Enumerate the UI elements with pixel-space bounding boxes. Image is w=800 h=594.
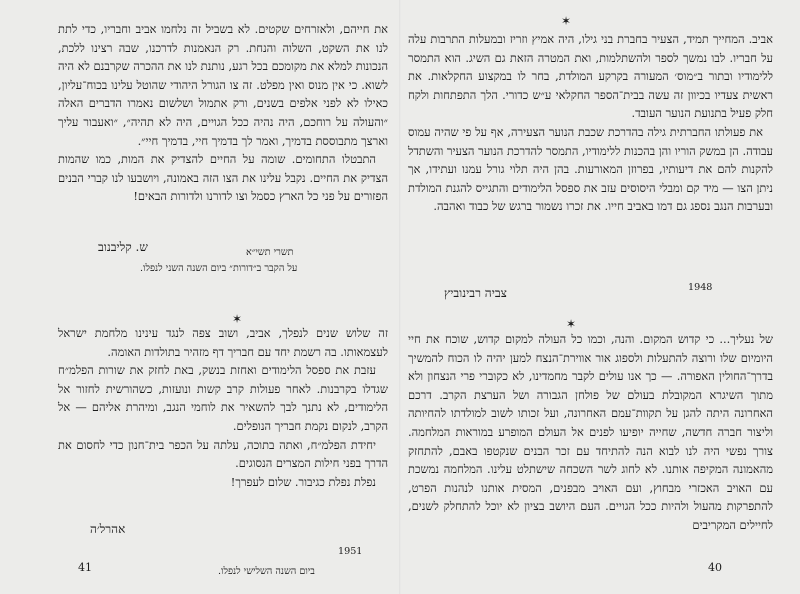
page-fold bbox=[399, 0, 401, 594]
paragraph: נפלת נפלת כגיבור. שלום לעפרך! bbox=[230, 474, 376, 489]
star-icon: ✶ bbox=[566, 317, 577, 331]
star-icon: ✶ bbox=[232, 312, 243, 326]
article-bottom-right bbox=[408, 330, 773, 535]
star-icon: ✶ bbox=[561, 14, 572, 28]
year: 1948 bbox=[688, 282, 713, 293]
paragraph: זה שלוש שנים לנפלך, אביב, ושוב צפה לנגד עינינו מלחמת ישראל לעצמאותו. בה רשמת יחד עם חבריך דף מזהיר בתולדות האומה. bbox=[58, 326, 388, 359]
paragraph: עזבת את ספסל הלימודים ואחזת בנשק, באת לחזק את שורות הפלמ״ח שגדלו בקרבנות. לאחר פעולות קרב קשות ונועזות, כשהורשית לחזור אל הלימודים, לא נתנך לבך להשאיר את לוחמי הנגב, ומיהרת אליהם — אל הקרב, לנקום נקמת חבריך הנופלים. bbox=[58, 363, 388, 433]
paragraph: את פעולתו החברתית גילה בהדרכת שכבת הנוער הצעירה, אף על פי שהיה עמוס עבודה. הן במשק הוריו והן בהכנות ללימודיו, התמסר להדרכת הנוער הצעיר והשתדל להקנות להם את דיעותיו, בפרוזן המאורעות. בהן היה תלוי גורל עמנו ועתידו, אך ניתן הצו — מיד קם ומבלי היסוסים עזב את ספסל הלימודים והתגייס להגנת המולדת ובערבות הנגב נספג גם דמו באביב חייו. את זכרו נשמור ברגש של כבוד ואהבה. bbox=[408, 124, 773, 214]
page-number-left: 41 bbox=[78, 561, 92, 574]
paragraph: את חייהם, ולאזרחים שקטים. לא בשביל זה נלחמו אביב וחבריו, כדי לתת לנו את השקט, השלוה והנחת. רק הנאמנות לדרכנו, שבה רצינו ללכת, הנכונות למלא את מקומכם בכל רגע, נותנת לנו את ההכרה שקרבנם לא היה לשוא. כי אין מנוס ואין מפלט. זה צו הגורל היהודי שהוטל עלינו בכוח־עליון, כאילו לא לפני אלפים בשנים, ורק אתמול ושלשום נאמרו הדברים האלה ״והעולה על רוחכם, היה נהיה ככל הגויים, היה לא תהיה״, ״ואעבור עליך וארצך מתבוססת בדמיך, ואמר לך בדמיך חיי, בדמיך חיי״. bbox=[58, 22, 388, 148]
signature: צביה רבינוביץ bbox=[444, 286, 507, 300]
memorial-note: ביום השנה השלישי לנפלו. bbox=[218, 566, 315, 577]
article-bottom-left bbox=[58, 324, 388, 491]
signature: אהרל׳ה bbox=[90, 522, 126, 536]
article-top-right bbox=[408, 30, 773, 216]
date: תשרי תשי״א bbox=[246, 247, 294, 258]
paragraph: של נעליך... כי קדוש המקום. והנה, וכמו כל העולה למקום קדוש, שוכח את חיי היומיום שלו ורוצה להתעלות ולספוג אור אווירת־הנצח למען יהיה לו הכוח להמשיך בדרך־החולין האפורה. — כך אנו עולים לקבר מחמדינו, לא כקוברי פרי הנצחון ולא מתוך השיגרא המקובלת בעולם של פולחן הגבורה ושל הערצת הקרב. דרכם האחרונה היתה להגן על תקוות־עמם האחרונה, ועל זכותו לשוב למולדתו להחיותה וליצור חברה חדשה, שחייה יופיעו לפנים אל העולם המופרע במוראות המלחמה. צורך נפשי היה לנו לבוא הנה להתיחד עם זכר הבנים שנקטפו באבם, להתחזק מהאמונה המקיפה אותנו. לא לחוג לשר השכחה שישתלט עלינו. המלחמה נמשכת עם האויב האכזרי מבחוץ, ועם האויב מבפנים, המסית אותנו לנהנות הפרט, להתפרקות מהעול ולהיות ככל הגויים. העם היושב בציון לא יוכל להתחלק לשנים, לחיילים המקריבים bbox=[408, 332, 773, 532]
paragraph: התבטלו התחומים. שומה על החיים להצדיק את המות, כמו שהמות הצדיק את החיים. נקבל עלינו את הצו הזה באמונה, ויושבעו לנו קברי הבנים הפזורים על פני כל הארץ כסמל וצו לדורנו ולדורות הבאים! bbox=[58, 152, 388, 204]
paragraph: אביב. המחייך תמיד, הצעיר בחברת בני גילו, היה אמיץ וזריז ובמעלות התרבות עלה על חבריו. לבו נמשך לספר ולהשתלמות, ואת המטרה הזאת גם השיג. הוא התמסר ללימודיו ובתור ב״מוס׳ המעורה בקרקע המולדת, בחר לו במקצוע החקלאות. את ראשית צעדיו בכיוון זה עשה בבית־הספר החקלאי ע״ש כדורי. הלך התפתחות ולקח חלק פעיל בתנועת הנוער העובד. bbox=[408, 32, 773, 121]
article-top-left bbox=[58, 20, 388, 206]
page-number-right: 40 bbox=[708, 561, 722, 574]
paragraph: יחידת הפלמ״ח, ואתה בתוכה, עלתה על הכפר בית־חנון כדי לחסום את הדרך בפני חילות המצרים הנסוגים. bbox=[58, 437, 388, 471]
memorial-note: על הקבר ב״דורות״ ביום השנה השני לנפלו. bbox=[140, 263, 298, 274]
signature: ש. קליבנוב bbox=[98, 240, 148, 254]
year: 1951 bbox=[338, 546, 363, 557]
